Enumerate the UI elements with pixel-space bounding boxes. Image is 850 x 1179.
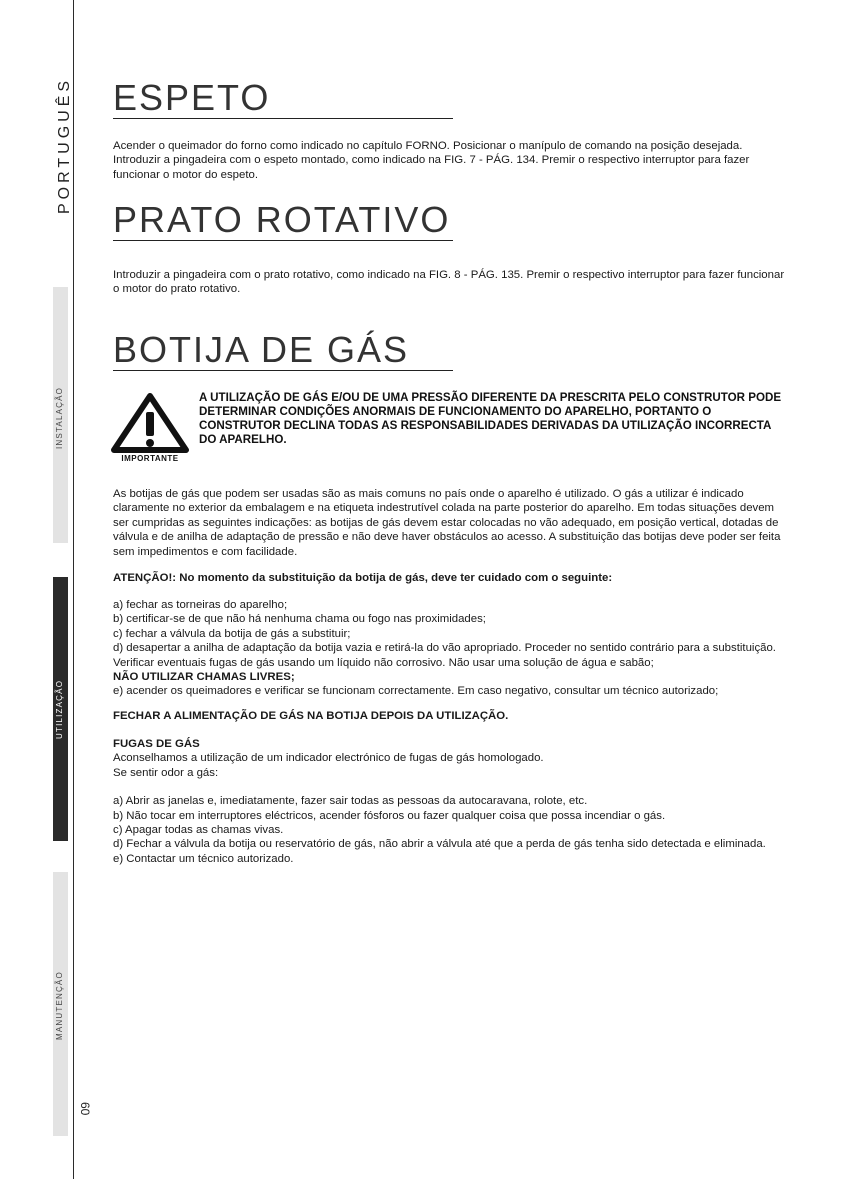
list-item: b) Não tocar em interruptores eléctricos, acender fósforos ou fazer qualquer coisa que possa incendiar o gás. [113,809,666,822]
list-item: d) Fechar a válvula da botija ou reservatório de gás, não abrir a válvula até que a perda de gás tenha sido detectada e eliminada. [113,838,766,851]
leaks-intro: Aconselhamos a utilização de um indicador electrónico de fugas de gás homologado. [113,752,544,765]
list-item: e) acender os queimadores e verificar se funcionam correctamente. Em caso negativo, consultar um técnico autorizado; [113,685,719,698]
list-item: c) fechar a válvula da botija de gás a substituir; [113,627,351,640]
replacement-steps [113,598,793,699]
no-flames-warning: NÃO UTILIZAR CHAMAS LIVRES; [113,671,295,684]
espeto-text: Acender o queimador do forno como indicado no capítulo FORNO. Posicionar o manípulo de comando na posição desejada. Introduzir a pingadeira com o espeto montado, como indicado na FIG. 7 - PÁG. 134. Premir o respectivo interruptor para fazer funcionar o motor do espeto. [113,140,750,181]
side-tab-label: INSTALAÇÃO [55,386,64,449]
side-tab-instalacao[interactable] [53,287,68,543]
warning-triangle-icon [110,392,190,454]
section-title-espeto: ESPETO [113,78,453,119]
list-item: a) Abrir as janelas e, imediatamente, fazer sair todas as pessoas da autocaravana, rolote, etc. [113,795,588,808]
page-number: 60 [78,1102,92,1116]
section-title-prato-rotativo: PRATO ROTATIVO [113,200,453,241]
attention-note: ATENÇÃO!: No momento da substituição da botija de gás, deve ter cuidado com o seguinte: [113,572,613,584]
gas-leaks-section [113,737,793,866]
leaks-smell: Se sentir odor a gás: [113,766,219,779]
list-item: c) Apagar todas as chamas vivas. [113,824,284,837]
side-tab-label: MANUTENÇÃO [55,971,64,1040]
side-tab-manutencao[interactable] [53,872,68,1136]
list-item: b) certificar-se de que não há nenhuma chama ou fogo nas proximidades; [113,613,486,626]
side-tab-utilizacao[interactable] [53,577,68,841]
side-tab-label: UTILIZAÇÃO [55,679,64,739]
section-title-botija: BOTIJA DE GÁS [113,330,453,371]
botija-intro: As botijas de gás que podem ser usadas são as mais comuns no país onde o aparelho é utilizado. O gás a utilizar é indicado claramente no exterior da embalagem e na etiqueta indestrutível colada na parte posterior do aparelho. Em todas situações devem ser cumpridas as seguintes indicações: as botijas de gás devem estar colocadas no vão adequado, em posição vertical, dotadas de válvula e de anilha de adaptação de pressão e não deve haver obstáculos ao acesso. A substituição das botijas deve poder ser feita sem impedimentos e com facilidade. [113,488,781,558]
prato-text: Introduzir a pingadeira com o prato rotativo, como indicado na FIG. 8 - PÁG. 135. Premir o respectivo interruptor para fazer funcionar o motor do prato rotativo. [113,269,785,296]
spacer [113,780,793,794]
list-item: e) Contactar um técnico autorizado. [113,852,294,865]
close-supply-note: FECHAR A ALIMENTAÇÃO DE GÁS NA BOTIJA DEPOIS DA UTILIZAÇÃO. [113,710,509,722]
language-label: PORTUGUÊS [56,76,73,214]
warning-icon [110,392,190,466]
warning-caption: IMPORTANTE [121,454,179,463]
list-item: d) desapertar a anilha de adaptação da botija vazia e retirá-la do vão apropriado. Proceder no sentido contrário para a substituição. Verificar eventuais fugas de gás usando um líquido não corrosivo. Não usar uma solução de água e sabão; [113,642,776,669]
leaks-title: FUGAS DE GÁS [113,738,200,750]
warning-text: A UTILIZAÇÃO DE GÁS E/OU DE UMA PRESSÃO DIFERENTE DA PRESCRITA PELO CONSTRUTOR PODE DETERMINAR CONDIÇÕES ANORMAIS DE FUNCIONAMENTO DO APARELHO, PORTANTO O CONSTRUTOR DECLINA TODAS AS RESPONSABILIDADES DERIVADAS DA UTILIZAÇÃO INCORRECTA DO APARELHO. [199,391,782,446]
list-item: a) fechar as torneiras do aparelho; [113,599,288,611]
